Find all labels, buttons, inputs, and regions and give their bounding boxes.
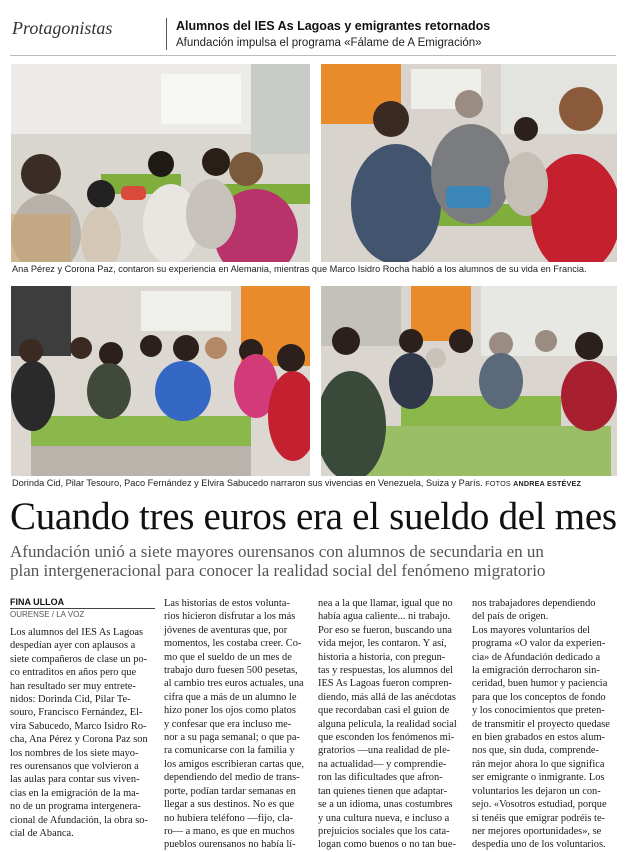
article-line: llegar a sus destinos. No es que: [164, 799, 295, 811]
article-line: nos que, sin duda, comprende-: [472, 745, 599, 757]
article-line: cia» de Afundación dedicado a: [472, 651, 601, 663]
article-header: [10, 16, 616, 56]
deck-line-2: plan intergeneracional para conocer la realidad social del fenómeno migratorio: [10, 561, 546, 580]
article-line: cial de Abanca.: [10, 828, 74, 840]
article-line: ner mejores oportunidades», se: [472, 825, 602, 837]
article-line: na actualidad— y comprendie-: [318, 758, 447, 770]
article-line: nor a su paga semanal; o que pa-: [164, 732, 300, 744]
article-line: ceridad, buen humor y paciencia: [472, 678, 608, 690]
article-line: voluntarios les dejaron un con-: [472, 785, 601, 797]
article-line: IES As Lagoas fueron compren-: [318, 678, 452, 690]
article-line: ro— a mano, es que en muchos: [164, 825, 295, 837]
article-line: siete compañeros de clase un po-: [10, 653, 148, 665]
article-line: nea a la que llamar, igual que no: [318, 598, 453, 609]
article-line: cha, Ana Pérez y Corona Paz son: [10, 734, 148, 746]
article-column-1: [10, 626, 156, 841]
section-title: Protagonistas: [12, 18, 113, 38]
deck: [10, 542, 616, 580]
header-divider: [166, 18, 167, 50]
article-line: despedía uno de los voluntarios.: [472, 839, 606, 851]
article-line: pueblos ourensanos no había lí-: [164, 839, 296, 851]
article-line: jóvenes de aventuras que, por: [164, 624, 288, 636]
article-line: porte, podían tardar semanas en: [164, 785, 296, 797]
article-line: ron las dificultades que afron-: [318, 772, 443, 784]
article-line: rán mejor ahora lo que significa: [472, 758, 605, 770]
article-line: cifra que a más de un alumno le: [164, 691, 297, 703]
author-name: FINA ULLOA: [10, 597, 65, 607]
photo-credit-label: FOTOS: [485, 479, 511, 488]
article-line: Los mayores voluntarios del: [472, 624, 591, 636]
article-line: rios hicieron disfrutar a los más: [164, 611, 296, 623]
article-line: tas y respuestas, los alumnos del: [318, 665, 454, 677]
subkicker: Afundación impulsa el programa «Fálame de A Emigración»: [176, 37, 482, 49]
author-rule: [10, 608, 155, 609]
article-line: la emigración derrocharon sin-: [472, 665, 600, 677]
article-line: mo que el sueldo de un mes de: [164, 651, 292, 663]
deck-line-1: Afundación unió a siete mayores ourensanos con alumnos de secundaria en un: [10, 542, 544, 561]
photo-classroom-group-left: [11, 286, 310, 476]
article-line: de transmitir el proyecto quedase: [472, 718, 610, 730]
photo-classroom-marco-rocha: [321, 64, 617, 262]
article-line: y los conocimientos que preten-: [472, 705, 605, 717]
article-line: los nombres de los siete mayo-: [10, 747, 139, 759]
article-line: tan quienes tienen que adaptar-: [318, 785, 448, 797]
article-line: despedían ayer con aplausos a: [10, 640, 136, 652]
photo-classroom-ana-corona: [11, 64, 310, 262]
photo-caption-top: Ana Pérez y Corona Paz, contaron su experiencia en Alemania, mientras que Marco Isidro Rocha habló a los alumnos de su vida en Francia.: [12, 264, 587, 274]
article-line: alguna película, la realidad social: [318, 718, 457, 730]
article-column-3: [318, 597, 464, 852]
article-line: ra comunicarse con la familia y: [164, 745, 295, 757]
article-line: cias en la emigración de la ma-: [10, 787, 140, 799]
article-line: para que los conceptos de fondo: [472, 691, 606, 703]
article-line: vida mejor, les contaron. Y así,: [318, 638, 447, 650]
article-line: no de un programa intergenera-: [10, 801, 141, 813]
author-affiliation: OURENSE / LA VOZ: [10, 610, 85, 619]
article-line: logan como buenos o no tan bue-: [318, 839, 456, 851]
headline: Cuando tres euros era el sueldo del mes: [10, 495, 617, 538]
article-line: que recordaban casi el guion de: [318, 705, 450, 717]
article-line: del país de origen.: [472, 611, 549, 623]
article-line: se a un idioma, unas costumbres: [318, 799, 453, 811]
article-line: historia a historia, con pregun-: [318, 651, 446, 663]
article-line: co entraditos en años pero que: [10, 667, 137, 679]
article-line: souro, Francisco Fernández, El-: [10, 707, 143, 719]
header-rule: [10, 55, 616, 56]
article-line: los amigos escribieran cartas que,: [164, 758, 304, 770]
photo-caption-bottom-text: Dorinda Cid, Pilar Tesouro, Paco Fernández y Elvira Sabucedo narraron sus vivencias en Venezuela, Suiza y París.: [12, 478, 483, 488]
article-line: si tenéis que emigrar podréis te-: [472, 812, 606, 824]
photo-credit-name: ANDREA ESTÉVEZ: [513, 479, 582, 488]
article-line: nos trabajadores dependiendo: [472, 598, 596, 609]
article-line: diendo, más allá de las anécdotas: [318, 691, 456, 703]
kicker: Alumnos del IES As Lagoas y emigrantes retornados: [176, 19, 491, 33]
article-column-2: [164, 597, 310, 852]
article-line: que esconden los fenómenos mi-: [318, 732, 455, 744]
article-line: Por eso se fueron, buscando una: [318, 624, 452, 636]
article-line: res ourensanos que volvieron a: [10, 761, 139, 773]
article-line: dependiendo del medio de trans-: [164, 772, 300, 784]
article-line: y una cultura nueva, e incluso a: [318, 812, 450, 824]
article-line: al cambio tres euros actuales, una: [164, 678, 304, 690]
photo-credit: [485, 479, 581, 488]
article-line: había agua caliente... ni trabajo.: [318, 611, 451, 623]
article-line: hizo poner los ojos como platos: [164, 705, 296, 717]
article-line: las aulas para contar sus viven-: [10, 774, 140, 786]
article-column-4: [472, 597, 618, 852]
article-line: momentos, les costaba creer. Co-: [164, 638, 302, 650]
article-line: prejuicios sociales que los cata-: [318, 825, 450, 837]
article-line: vira Sabucedo, Marco Isidro Ro-: [10, 720, 147, 732]
article-line: gratorios —una realidad de ple-: [318, 745, 451, 757]
article-line: en bien grabados en estos alum-: [472, 732, 606, 744]
article-line: ser emigrante o inmigrante. Los: [472, 772, 605, 784]
photo-classroom-group-right: [321, 286, 617, 476]
article-line: cional de Afundación, la obra so-: [10, 814, 148, 826]
article-line: trabajo duro fuesen 500 pesetas,: [164, 665, 298, 677]
article-line: Los alumnos del IES As Lagoas: [10, 627, 144, 638]
article-line: nidos: Dorinda Cid, Pilar Te-: [10, 694, 131, 706]
article-line: sejo. «Vosotros estudiad, porque: [472, 799, 607, 811]
article-line: Las historias de estos volunta-: [164, 598, 290, 609]
photo-caption-bottom: [12, 478, 616, 488]
article-line: no hubiera teléfono —fijo, cla-: [164, 812, 293, 824]
article-line: y confesar que era incluso me-: [164, 718, 292, 730]
article-line: han resultado ser muy entrete-: [10, 680, 136, 692]
article-line: programa «O valor da experien-: [472, 638, 606, 650]
